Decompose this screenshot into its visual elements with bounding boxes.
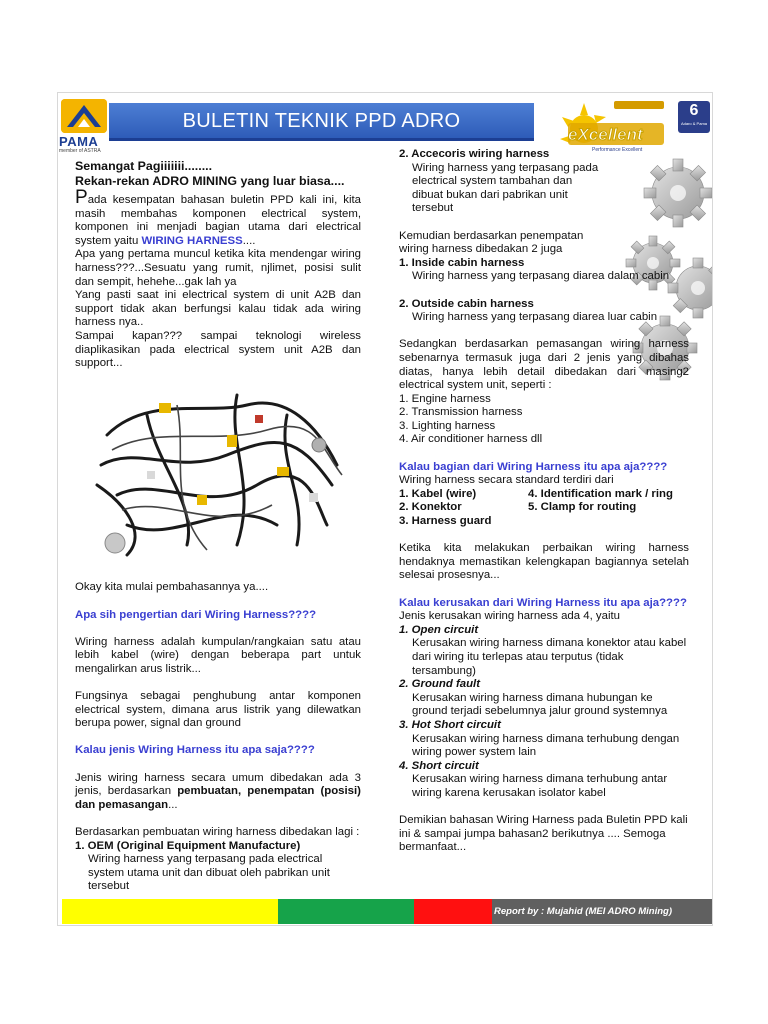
system-item: 3. Lighting harness xyxy=(399,419,496,432)
intro-text: ada kesempatan bahasan buletin PPD kali ini, kita masih membahas komponen electrical system, komponen ini menjadi bagian utama dari electrical system yaitu xyxy=(75,194,361,247)
system-item: 1. Engine harness xyxy=(399,392,491,405)
excellent-tag: Performance Excellent xyxy=(592,147,643,153)
damage-ground-title: 2. Ground fault xyxy=(399,678,480,691)
parts-list xyxy=(399,488,689,529)
paragraph-manufacture: Berdasarkan pembuatan wiring harness dibedakan lagi : xyxy=(75,826,360,838)
badge-text: Adaro & Pama xyxy=(680,121,707,126)
paragraph-placement: Kemudian berdasarkan penempatan wiring harness dibedakan 2 juga xyxy=(399,229,584,256)
paragraph-wireless: Sampai kapan??? sampai teknologi wireless diaplikasikan pada electrical system unit A2B dan support... xyxy=(75,329,361,370)
footer-red-block xyxy=(414,899,492,924)
question-definition: Apa sih pengertian dari Wiring Harness???? xyxy=(75,608,317,621)
left-column xyxy=(75,159,361,894)
question-damage: Kalau kerusakan dari Wiring Harness itu apa aja???? xyxy=(399,596,687,609)
paragraph-installation: Sedangkan berdasarkan pemasangan wiring harness sebenarnya termasuk juga dari 2 jenis yang dibahas diatas, hanya lebih detail dibedakan dari masing2 electrical system unit, seperti : xyxy=(399,338,689,392)
damage-short-description: Kerusakan wiring harness dimana terhubung antar wiring karena kerusakan isolator kabel xyxy=(412,773,668,799)
part-item: 2. Konektor xyxy=(399,501,462,514)
footer-green-block xyxy=(278,899,414,924)
damage-hot-short-title: 3. Hot Short circuit xyxy=(399,718,501,731)
paragraph-repair: Ketika kita melakukan perbaikan wiring harness hendaknya memastikan kelengkapan bagiannya setelah selesai prosesnya... xyxy=(399,542,689,582)
paragraph-damage: Jenis kerusakan wiring harness ada 4, yaitu xyxy=(399,610,620,623)
paragraph-types xyxy=(75,772,361,813)
anniversary-badge xyxy=(678,101,710,133)
paragraph-importance: Yang pasti saat ini electrical system di unit A2B dan support tidak akan berfungsi kalau tidak ada wiring harness nya.. xyxy=(75,289,361,329)
pama-logo-sub: member of ASTRA xyxy=(59,148,101,154)
greeting-line-1: Semangat Pagiiiiiii........ xyxy=(75,159,213,173)
intro-end: .... xyxy=(242,234,256,247)
wiring-harness-photo xyxy=(87,375,351,563)
oem-title: 1. OEM (Original Equipment Manufacture) xyxy=(75,839,301,852)
types-text: Jenis wiring harness secara umum dibedakan ada 3 jenis, berdasarkan xyxy=(75,771,361,798)
part-item: 1. Kabel (wire) xyxy=(399,487,477,500)
outside-cabin-description: Wiring harness yang terpasang diarea luar cabin xyxy=(412,311,658,324)
accessory-description: Wiring harness yang terpasang pada electrical system tambahan dan dibuat bukan dari pabrikan unit tersebut xyxy=(412,161,599,215)
part-item: 5. Clamp for routing xyxy=(528,501,637,514)
paragraph-function: Fungsinya sebagai penghubung antar komponen electrical system, dimana arus listrik yang dilewatkan berupa power, signal dan ground xyxy=(75,690,361,730)
pama-logo-icon xyxy=(61,99,107,133)
excellent-text: eXcellent xyxy=(568,125,643,144)
intro-paragraph xyxy=(75,187,361,248)
types-end: ... xyxy=(168,798,178,811)
right-column xyxy=(399,148,689,855)
paragraph-parts: Wiring harness secara standard terdiri dari xyxy=(399,474,614,487)
part-item: 3. Harness guard xyxy=(399,515,492,528)
greeting-line-2: Rekan-rekan ADRO MINING yang luar biasa.... xyxy=(75,174,345,188)
report-credit: Report by : Mujahid (MEI ADRO Mining) xyxy=(494,906,673,917)
types-bold: pembuatan, penempatan (posisi) dan pemasangan xyxy=(75,785,361,811)
question-parts: Kalau bagian dari Wiring Harness itu apa aja???? xyxy=(399,460,668,473)
system-item: 4. Air conditioner harness dll xyxy=(399,433,543,446)
paragraph-definition: Wiring harness adalah kumpulan/rangkaian satu atau lebih kabel (wire) dengan beberapa part untuk mengalirkan arus listrik... xyxy=(75,635,361,675)
question-types: Kalau jenis Wiring Harness itu apa saja???? xyxy=(75,744,315,757)
footer-report-block xyxy=(492,899,713,924)
damage-hot-short-description: Kerusakan wiring harness dimana terhubung dengan wiring power system lain xyxy=(412,732,680,759)
part-item: 4. Identification mark / ring xyxy=(528,487,673,500)
damage-short-title: 4. Short circuit xyxy=(399,759,479,772)
damage-open-description: Kerusakan wiring harness dimana konektor atau kabel dari wiring itu terlepas atau terputus (tidak tersambung) xyxy=(412,637,687,677)
footer-bar xyxy=(62,899,713,924)
wiring-harness-highlight: WIRING HARNESS xyxy=(141,234,243,247)
oem-description: Wiring harness yang terpasang pada electrical system utama unit dan dibuat oleh pabrikan unit tersebut xyxy=(88,853,330,893)
closing-paragraph: Demikian bahasan Wiring Harness pada Buletin PPD kali ini & sampai jumpa bahasan2 berikutnya .... Semoga bermanfaat... xyxy=(399,814,688,854)
inside-cabin-title: 1. Inside cabin harness xyxy=(399,256,525,269)
dropcap-letter: P xyxy=(75,187,88,208)
outside-cabin-title: 2. Outside cabin harness xyxy=(399,297,534,310)
page-title: BULETIN TEKNIK PPD ADRO xyxy=(182,110,461,132)
bulletin-page xyxy=(57,92,713,926)
pama-logo-name: PAMA xyxy=(59,134,99,149)
damage-ground-description: Kerusakan wiring harness dimana hubungan ke ground terjadi sebelumnya jalur ground systemnya xyxy=(412,691,668,718)
paragraph-first-impression: Apa yang pertama muncul ketika kita mendengar wiring harness???...Sesuatu yang rumit, njlimet, posisi sulit dan sempit, hehehe...gak lah ya xyxy=(75,248,361,288)
damage-open-title: 1. Open circuit xyxy=(399,623,479,636)
start-discussion: Okay kita mulai pembahasannya ya.... xyxy=(75,581,269,594)
system-item: 2. Transmission harness xyxy=(399,406,523,419)
accessory-title: 2. Accecoris wiring harness xyxy=(399,148,550,160)
inside-cabin-description: Wiring harness yang terpasang diarea dalam cabin xyxy=(412,270,670,283)
title-bar xyxy=(109,103,534,141)
pama-logo xyxy=(59,99,109,157)
footer-yellow-block xyxy=(62,899,278,924)
badge-number: 6 xyxy=(689,102,699,119)
